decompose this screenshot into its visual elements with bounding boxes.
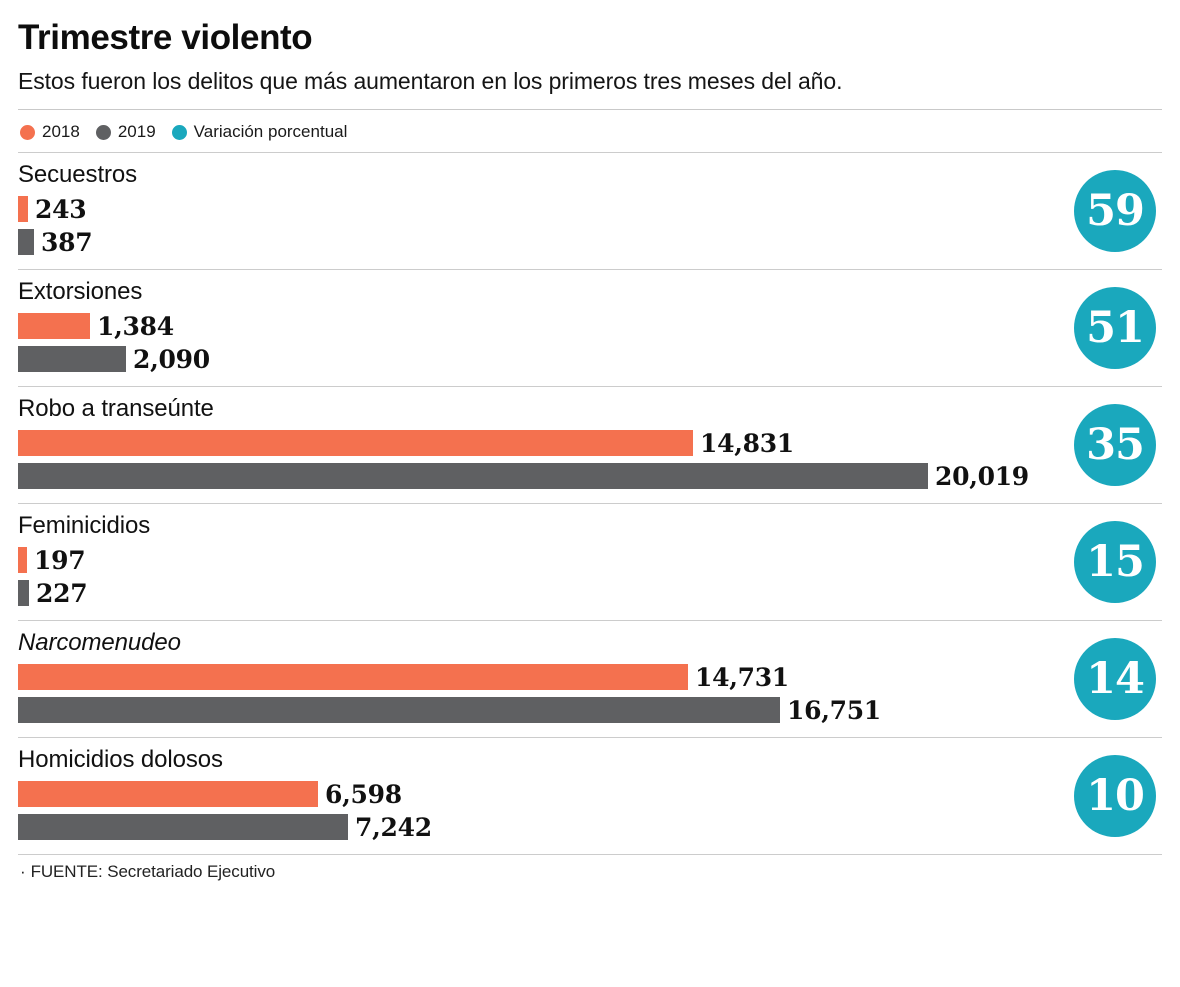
bar-value-2019: 387 bbox=[41, 227, 93, 257]
chart-legend bbox=[18, 110, 1162, 152]
bar-group-2018 bbox=[18, 429, 1162, 457]
row-label: Homicidios dolosos bbox=[18, 746, 223, 773]
bullet-icon: · bbox=[20, 862, 26, 881]
legend-item-variation bbox=[172, 122, 348, 142]
page-title: Trimestre violento bbox=[18, 18, 313, 57]
table-row bbox=[18, 737, 1162, 854]
bar-group-2018 bbox=[18, 195, 1162, 223]
legend-item-2019 bbox=[96, 122, 156, 142]
bar-value-2018: 14,731 bbox=[695, 662, 789, 692]
row-label: Extorsiones bbox=[18, 278, 143, 305]
bar-group-2019 bbox=[18, 462, 1162, 490]
bar-value-2018: 6,598 bbox=[325, 779, 402, 809]
source-note bbox=[18, 855, 1162, 882]
legend-label-2019: 2019 bbox=[117, 122, 156, 141]
legend-item-2018 bbox=[20, 122, 80, 142]
legend-label-variation: Variación porcentual bbox=[193, 122, 348, 141]
bar-value-2018: 197 bbox=[34, 545, 86, 575]
legend-label-2018: 2018 bbox=[42, 122, 80, 141]
bar-group-2018 bbox=[18, 663, 1162, 691]
row-label: Narcomenudeo bbox=[18, 629, 181, 656]
bar-value-2019: 227 bbox=[36, 578, 88, 608]
bar-group-2019 bbox=[18, 228, 1162, 256]
bar-group-2018 bbox=[18, 780, 1162, 808]
bar-group-2019 bbox=[18, 579, 1162, 607]
bar-group-2019 bbox=[18, 345, 1162, 373]
table-row bbox=[18, 620, 1162, 737]
table-row bbox=[18, 152, 1162, 269]
bar-2018 bbox=[18, 430, 693, 456]
variation-badge: 51 bbox=[1074, 287, 1156, 369]
bar-2018 bbox=[18, 781, 318, 807]
bar-2019 bbox=[18, 346, 126, 372]
bar-group-2019 bbox=[18, 813, 1162, 841]
bar-group-2018 bbox=[18, 546, 1162, 574]
bar-value-2019: 20,019 bbox=[935, 461, 1029, 491]
bar-2019 bbox=[18, 463, 928, 489]
page-subtitle: Estos fueron los delitos que más aumentaron en los primeros tres meses del año. bbox=[18, 68, 843, 94]
table-row bbox=[18, 386, 1162, 503]
bar-value-2018: 1,384 bbox=[97, 311, 174, 341]
bar-2019 bbox=[18, 229, 34, 255]
variation-badge: 14 bbox=[1074, 638, 1156, 720]
table-row bbox=[18, 269, 1162, 386]
row-label: Robo a transeúnte bbox=[18, 395, 214, 422]
variation-badge: 35 bbox=[1074, 404, 1156, 486]
bar-2018 bbox=[18, 196, 28, 222]
bar-2018 bbox=[18, 664, 688, 690]
bar-2019 bbox=[18, 580, 29, 606]
table-row bbox=[18, 503, 1162, 620]
bar-group-2018 bbox=[18, 312, 1162, 340]
row-label: Feminicidios bbox=[18, 512, 151, 539]
bar-2018 bbox=[18, 313, 90, 339]
variation-badge: 15 bbox=[1074, 521, 1156, 603]
legend-swatch-2019 bbox=[96, 125, 111, 140]
legend-swatch-variation bbox=[172, 125, 187, 140]
bar-2019 bbox=[18, 697, 780, 723]
bar-2018 bbox=[18, 547, 27, 573]
bar-value-2019: 2,090 bbox=[133, 344, 210, 374]
row-label: Secuestros bbox=[18, 161, 138, 188]
bar-2019 bbox=[18, 814, 348, 840]
bar-value-2019: 16,751 bbox=[787, 695, 881, 725]
legend-swatch-2018 bbox=[20, 125, 35, 140]
variation-badge: 10 bbox=[1074, 755, 1156, 837]
bar-value-2018: 243 bbox=[35, 194, 87, 224]
bar-value-2018: 14,831 bbox=[700, 428, 794, 458]
bar-group-2019 bbox=[18, 696, 1162, 724]
variation-badge: 59 bbox=[1074, 170, 1156, 252]
bar-value-2019: 7,242 bbox=[355, 812, 432, 842]
source-text: FUENTE: Secretariado Ejecutivo bbox=[30, 862, 276, 881]
chart-rows bbox=[18, 152, 1162, 854]
